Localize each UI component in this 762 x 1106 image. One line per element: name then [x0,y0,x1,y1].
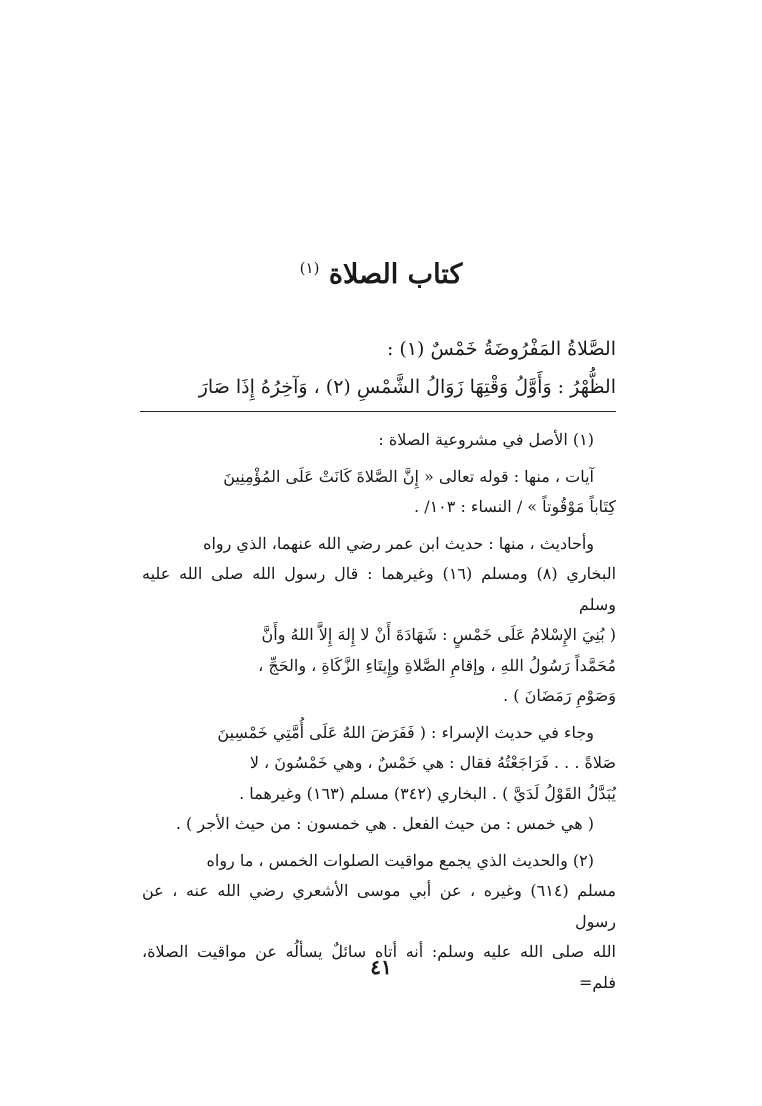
footnote-1-heading-block [142,425,616,456]
footnote-line: وأحاديث ، منها : حديث ابن عمر رضي الله عنهما، الذي رواه [203,533,594,553]
footnote-line: ( بُنِيَ الإِسْلامُ عَلَى خَمْسٍ : شَهَادَةَ أَنْ لا إِلهَ إِلاَّ اللهُ وأَنَّ [261,625,616,644]
footnote-separator [140,411,616,412]
footnote-line: البخاري (٨) ومسلم (١٦) وغيرهما : قال رسول الله صلى الله عليه وسلم [142,564,617,614]
main-text-line: الصَّلاةُ المَفْرُوضَةُ خَمْسٌ (١) : [386,338,616,360]
page-number: ٤١ [370,955,392,979]
chapter-title-footnote-marker: (١) [299,259,320,277]
footnote-line: وَصَوْمِ رَمَضَانَ ) . [503,686,616,705]
footnote-line: مُحَمَّداً رَسُولُ اللهِ ، وإقامِ الصَّلاةِ وإِيتَاءِ الزَّكَاةِ ، والحَجِّ ، [258,655,616,675]
footnote-1-hadith [142,529,616,712]
footnote-line: آيات ، منها : قوله تعالى « إِنَّ الصَّلاةَ كَانَتْ عَلَى المُؤْمِنِينَ [223,466,594,486]
footnotes [142,425,616,1004]
main-text [142,330,616,406]
footnote-line: صَلاةً . . . فَرَاجَعْتُهُ فقال : هي خَمْسٌ ، وهي خَمْسُونَ ، لا [249,753,616,772]
footnote-line: الله صلى الله عليه وسلم: أنه أتاه سائلٌ يسألُه عن مواقيت الصلاة، فلم= [142,942,616,992]
footnote-line: كِتَاباً مَوْقُوتاً » / النساء : ١٠٣/ . [414,497,616,516]
footnote-1-ayat [142,462,616,523]
footnote-line: ( هي خمس : من حيث الفعل . هي خمسون : من حيث الأجر ) . [175,814,594,833]
footnote-1-isra [142,718,616,840]
footnote-line: يُبَدَّلُ القَوْلُ لَدَيَّ ) . البخاري (٣٤٢) مسلم (١٦٣) وغيرهما . [239,783,616,803]
footnote-1-heading: (١) الأصل في مشروعية الصلاة : [378,430,594,449]
footnote-line: مسلم (٦١٤) وغيره ، عن أبي موسى الأشعري رضي الله عنه ، عن رسول [142,881,616,931]
footnote-line: (٢) والحديث الذي يجمع مواقيت الصلوات الخمس ، ما رواه [206,850,594,870]
footnote-line: وجاء في حديث الإسراء : ( فَفَرَضَ اللهُ عَلَى أُمَّتِي خَمْسِينَ [217,722,594,742]
chapter-title-text: كتاب الصلاة [328,259,463,290]
chapter-title [0,248,762,295]
main-text-line: الظُّهْرُ : وَأَوَّلُ وَقْتِهَا زَوَالُ الشَّمْسِ (٢) ، وَآخِرُهُ إِذَا صَارَ [198,376,616,398]
